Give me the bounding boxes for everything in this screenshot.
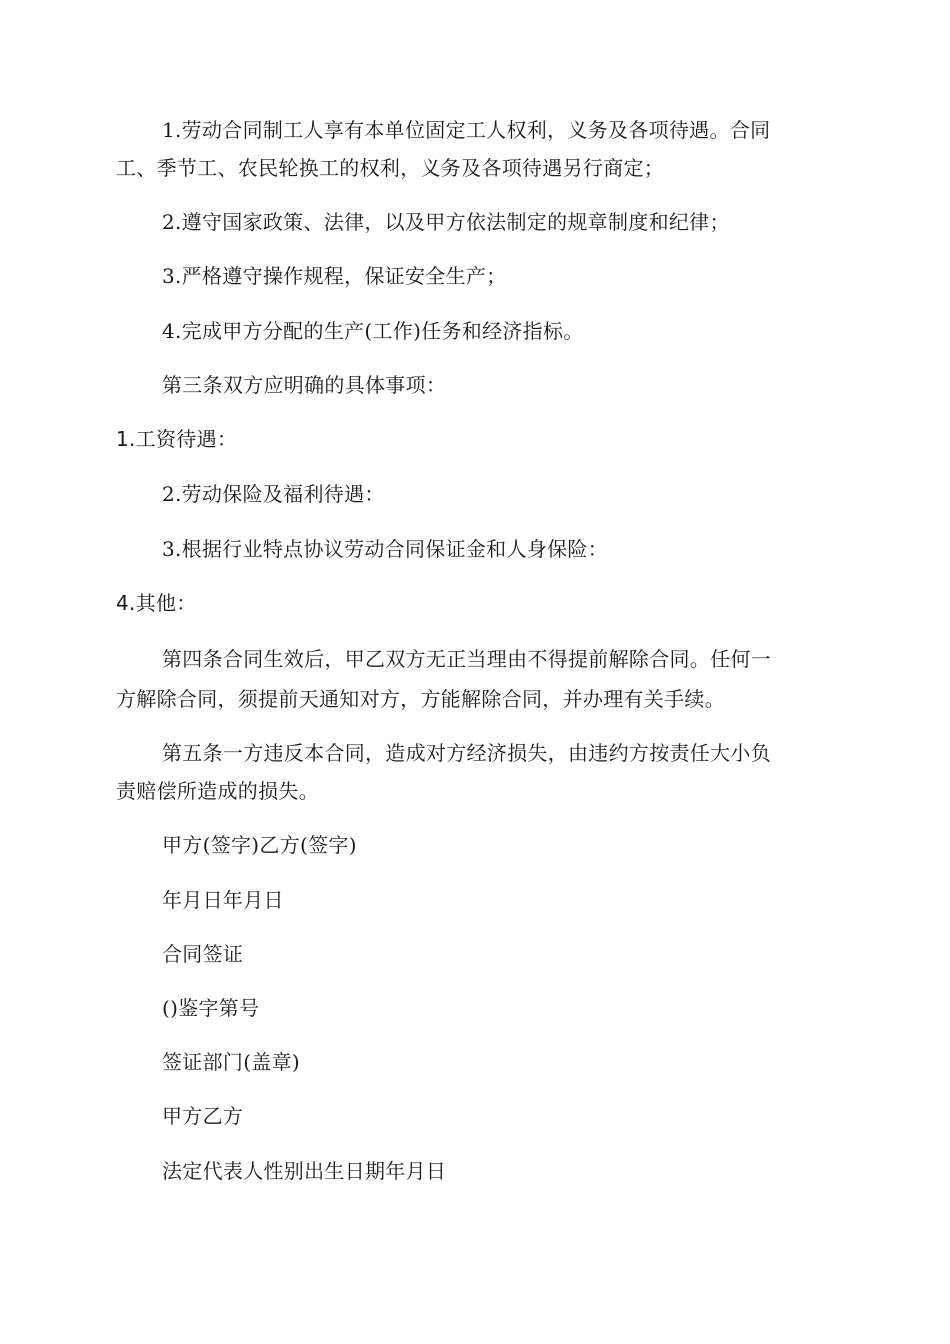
article-five-line-2: 责赔偿所造成的损失。 bbox=[116, 779, 319, 803]
party-labels: 甲方乙方 bbox=[162, 1104, 244, 1128]
article-five-line-1: 第五条一方违反本合同，造成对方经济损失，由违约方按责任大小负 bbox=[162, 741, 771, 765]
article-four-line-2: 方解除合同，须提前天通知对方，方能解除合同，并办理有关手续。 bbox=[116, 687, 725, 711]
item-other: 4.其他： bbox=[116, 591, 197, 615]
signature-line: 甲方(签字)乙方(签字) bbox=[162, 833, 357, 857]
date-line: 年月日年月日 bbox=[162, 888, 284, 912]
paragraph-rights-line-2: 工、季节工、农民轮换工的权利，义务及各项待遇另行商定； bbox=[116, 156, 665, 180]
item-insurance-welfare: 2.劳动保险及福利待遇： bbox=[162, 482, 385, 506]
paragraph-obey-policy: 2.遵守国家政策、法律，以及甲方依法制定的规章制度和纪律； bbox=[162, 210, 730, 234]
contract-verification-heading: 合同签证 bbox=[162, 942, 244, 966]
legal-representative-line: 法定代表人性别出生日期年月日 bbox=[162, 1159, 447, 1183]
article-four-line-1: 第四条合同生效后，甲乙双方无正当理由不得提前解除合同。任何一 bbox=[162, 647, 771, 671]
item-wages: 1.工资待遇： bbox=[116, 427, 238, 451]
verification-department: 签证部门(盖章) bbox=[162, 1050, 301, 1074]
paragraph-tasks: 4.完成甲方分配的生产(工作)任务和经济指标。 bbox=[162, 319, 584, 343]
verification-number: ()鉴字第号 bbox=[162, 996, 260, 1020]
paragraph-rights-line-1: 1.劳动合同制工人享有本单位固定工人权利，义务及各项待遇。合同 bbox=[162, 118, 771, 142]
item-deposit-insurance: 3.根据行业特点协议劳动合同保证金和人身保险： bbox=[162, 537, 608, 561]
paragraph-safety: 3.严格遵守操作规程，保证安全生产； bbox=[162, 264, 507, 288]
article-three-heading: 第三条双方应明确的具体事项： bbox=[162, 373, 447, 397]
